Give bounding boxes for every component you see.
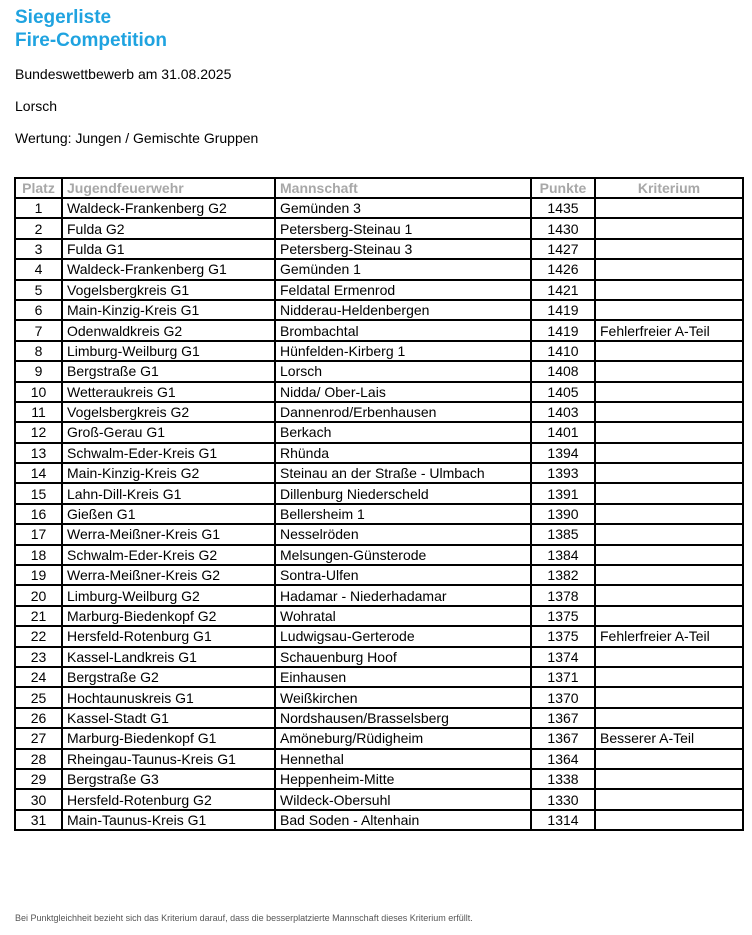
cell-mannschaft: Hennethal bbox=[275, 749, 531, 769]
cell-jugendfeuerwehr: Kassel-Landkreis G1 bbox=[62, 647, 275, 667]
table-row bbox=[15, 361, 743, 381]
table-row bbox=[15, 218, 743, 238]
cell-jugendfeuerwehr: Werra-Meißner-Kreis G1 bbox=[62, 524, 275, 544]
cell-jugendfeuerwehr: Vogelsbergkreis G2 bbox=[62, 402, 275, 422]
cell-jugendfeuerwehr: Marburg-Biedenkopf G1 bbox=[62, 728, 275, 748]
cell-mannschaft: Weißkirchen bbox=[275, 687, 531, 707]
table-row bbox=[15, 626, 743, 646]
cell-punkte: 1435 bbox=[531, 198, 595, 218]
cell-punkte: 1330 bbox=[531, 789, 595, 809]
cell-punkte: 1419 bbox=[531, 320, 595, 340]
cell-punkte: 1375 bbox=[531, 606, 595, 626]
document-title bbox=[15, 6, 167, 52]
cell-platz: 31 bbox=[15, 810, 62, 830]
cell-jugendfeuerwehr: Odenwaldkreis G2 bbox=[62, 320, 275, 340]
table-row bbox=[15, 504, 743, 524]
cell-platz: 24 bbox=[15, 667, 62, 687]
event-location: Lorsch bbox=[15, 98, 58, 114]
cell-mannschaft: Dannenrod/Erbenhausen bbox=[275, 402, 531, 422]
cell-mannschaft: Amöneburg/Rüdigheim bbox=[275, 728, 531, 748]
cell-punkte: 1421 bbox=[531, 280, 595, 300]
table-row bbox=[15, 810, 743, 830]
results-table bbox=[14, 177, 744, 831]
cell-kriterium bbox=[595, 218, 743, 238]
header-kriterium: Kriterium bbox=[595, 178, 743, 198]
cell-kriterium bbox=[595, 585, 743, 605]
cell-jugendfeuerwehr: Vogelsbergkreis G1 bbox=[62, 280, 275, 300]
cell-kriterium: Fehlerfreier A-Teil bbox=[595, 320, 743, 340]
table-row bbox=[15, 789, 743, 809]
cell-platz: 23 bbox=[15, 647, 62, 667]
cell-mannschaft: Nesselröden bbox=[275, 524, 531, 544]
table-row bbox=[15, 565, 743, 585]
cell-punkte: 1364 bbox=[531, 749, 595, 769]
cell-mannschaft: Wohratal bbox=[275, 606, 531, 626]
cell-jugendfeuerwehr: Werra-Meißner-Kreis G2 bbox=[62, 565, 275, 585]
cell-kriterium bbox=[595, 382, 743, 402]
table-row bbox=[15, 443, 743, 463]
cell-punkte: 1367 bbox=[531, 708, 595, 728]
table-row bbox=[15, 524, 743, 544]
table-row bbox=[15, 341, 743, 361]
cell-platz: 21 bbox=[15, 606, 62, 626]
cell-kriterium bbox=[595, 606, 743, 626]
table-row bbox=[15, 749, 743, 769]
cell-punkte: 1370 bbox=[531, 687, 595, 707]
table-row bbox=[15, 708, 743, 728]
cell-kriterium bbox=[595, 667, 743, 687]
cell-punkte: 1403 bbox=[531, 402, 595, 422]
cell-mannschaft: Bellersheim 1 bbox=[275, 504, 531, 524]
cell-platz: 3 bbox=[15, 239, 62, 259]
cell-kriterium bbox=[595, 504, 743, 524]
cell-jugendfeuerwehr: Main-Kinzig-Kreis G2 bbox=[62, 463, 275, 483]
cell-platz: 1 bbox=[15, 198, 62, 218]
table-row bbox=[15, 463, 743, 483]
header-punkte: Punkte bbox=[531, 178, 595, 198]
cell-jugendfeuerwehr: Waldeck-Frankenberg G1 bbox=[62, 259, 275, 279]
cell-platz: 25 bbox=[15, 687, 62, 707]
cell-mannschaft: Feldatal Ermenrod bbox=[275, 280, 531, 300]
cell-jugendfeuerwehr: Rheingau-Taunus-Kreis G1 bbox=[62, 749, 275, 769]
cell-mannschaft: Hünfelden-Kirberg 1 bbox=[275, 341, 531, 361]
cell-kriterium bbox=[595, 341, 743, 361]
cell-punkte: 1410 bbox=[531, 341, 595, 361]
cell-platz: 5 bbox=[15, 280, 62, 300]
cell-mannschaft: Dillenburg Niederscheld bbox=[275, 483, 531, 503]
cell-platz: 28 bbox=[15, 749, 62, 769]
cell-kriterium bbox=[595, 198, 743, 218]
cell-punkte: 1391 bbox=[531, 483, 595, 503]
cell-jugendfeuerwehr: Main-Taunus-Kreis G1 bbox=[62, 810, 275, 830]
cell-mannschaft: Bad Soden - Altenhain bbox=[275, 810, 531, 830]
cell-jugendfeuerwehr: Lahn-Dill-Kreis G1 bbox=[62, 483, 275, 503]
cell-kriterium bbox=[595, 789, 743, 809]
table-row bbox=[15, 382, 743, 402]
cell-mannschaft: Lorsch bbox=[275, 361, 531, 381]
cell-punkte: 1338 bbox=[531, 769, 595, 789]
table-row bbox=[15, 320, 743, 340]
cell-kriterium bbox=[595, 687, 743, 707]
cell-platz: 26 bbox=[15, 708, 62, 728]
cell-jugendfeuerwehr: Bergstraße G3 bbox=[62, 769, 275, 789]
cell-platz: 20 bbox=[15, 585, 62, 605]
cell-mannschaft: Petersberg-Steinau 3 bbox=[275, 239, 531, 259]
cell-mannschaft: Ludwigsau-Gerterode bbox=[275, 626, 531, 646]
cell-punkte: 1314 bbox=[531, 810, 595, 830]
table-row bbox=[15, 606, 743, 626]
cell-jugendfeuerwehr: Gießen G1 bbox=[62, 504, 275, 524]
cell-mannschaft: Einhausen bbox=[275, 667, 531, 687]
cell-kriterium bbox=[595, 361, 743, 381]
title-line-2: Fire-Competition bbox=[15, 30, 167, 51]
cell-jugendfeuerwehr: Hochtaunuskreis G1 bbox=[62, 687, 275, 707]
table-row bbox=[15, 585, 743, 605]
cell-platz: 6 bbox=[15, 300, 62, 320]
cell-punkte: 1393 bbox=[531, 463, 595, 483]
cell-jugendfeuerwehr: Fulda G2 bbox=[62, 218, 275, 238]
cell-punkte: 1385 bbox=[531, 524, 595, 544]
cell-punkte: 1382 bbox=[531, 565, 595, 585]
event-date: Bundeswettbewerb am 31.08.2025 bbox=[15, 66, 232, 82]
cell-kriterium bbox=[595, 483, 743, 503]
cell-punkte: 1426 bbox=[531, 259, 595, 279]
cell-jugendfeuerwehr: Bergstraße G1 bbox=[62, 361, 275, 381]
cell-mannschaft: Nordshausen/Brasselsberg bbox=[275, 708, 531, 728]
cell-mannschaft: Wildeck-Obersuhl bbox=[275, 789, 531, 809]
table-row bbox=[15, 545, 743, 565]
cell-kriterium bbox=[595, 280, 743, 300]
cell-kriterium bbox=[595, 708, 743, 728]
cell-platz: 15 bbox=[15, 483, 62, 503]
cell-platz: 19 bbox=[15, 565, 62, 585]
table-row bbox=[15, 422, 743, 442]
cell-mannschaft: Hadamar - Niederhadamar bbox=[275, 585, 531, 605]
table-row bbox=[15, 687, 743, 707]
cell-jugendfeuerwehr: Waldeck-Frankenberg G2 bbox=[62, 198, 275, 218]
table-row bbox=[15, 483, 743, 503]
cell-jugendfeuerwehr: Hersfeld-Rotenburg G1 bbox=[62, 626, 275, 646]
table-row bbox=[15, 300, 743, 320]
table-row bbox=[15, 280, 743, 300]
cell-punkte: 1430 bbox=[531, 218, 595, 238]
table-row bbox=[15, 769, 743, 789]
cell-platz: 17 bbox=[15, 524, 62, 544]
cell-mannschaft: Steinau an der Straße - Ulmbach bbox=[275, 463, 531, 483]
cell-kriterium bbox=[595, 524, 743, 544]
cell-platz: 16 bbox=[15, 504, 62, 524]
cell-jugendfeuerwehr: Marburg-Biedenkopf G2 bbox=[62, 606, 275, 626]
cell-mannschaft: Melsungen-Günsterode bbox=[275, 545, 531, 565]
cell-mannschaft: Nidderau-Heldenbergen bbox=[275, 300, 531, 320]
cell-mannschaft: Schauenburg Hoof bbox=[275, 647, 531, 667]
cell-jugendfeuerwehr: Hersfeld-Rotenburg G2 bbox=[62, 789, 275, 809]
cell-punkte: 1390 bbox=[531, 504, 595, 524]
cell-mannschaft: Petersberg-Steinau 1 bbox=[275, 218, 531, 238]
cell-kriterium: Besserer A-Teil bbox=[595, 728, 743, 748]
table-row bbox=[15, 402, 743, 422]
cell-jugendfeuerwehr: Bergstraße G2 bbox=[62, 667, 275, 687]
results-body bbox=[15, 198, 743, 830]
cell-punkte: 1427 bbox=[531, 239, 595, 259]
cell-jugendfeuerwehr: Main-Kinzig-Kreis G1 bbox=[62, 300, 275, 320]
cell-jugendfeuerwehr: Schwalm-Eder-Kreis G1 bbox=[62, 443, 275, 463]
cell-punkte: 1401 bbox=[531, 422, 595, 442]
cell-platz: 4 bbox=[15, 259, 62, 279]
cell-mannschaft: Brombachtal bbox=[275, 320, 531, 340]
cell-punkte: 1367 bbox=[531, 728, 595, 748]
cell-kriterium bbox=[595, 545, 743, 565]
cell-platz: 12 bbox=[15, 422, 62, 442]
cell-platz: 22 bbox=[15, 626, 62, 646]
cell-mannschaft: Nidda/ Ober-Lais bbox=[275, 382, 531, 402]
cell-mannschaft: Gemünden 1 bbox=[275, 259, 531, 279]
cell-platz: 14 bbox=[15, 463, 62, 483]
cell-punkte: 1375 bbox=[531, 626, 595, 646]
header-mannschaft: Mannschaft bbox=[275, 178, 531, 198]
cell-kriterium bbox=[595, 749, 743, 769]
cell-mannschaft: Sontra-Ulfen bbox=[275, 565, 531, 585]
cell-platz: 13 bbox=[15, 443, 62, 463]
cell-punkte: 1419 bbox=[531, 300, 595, 320]
cell-jugendfeuerwehr: Wetteraukreis G1 bbox=[62, 382, 275, 402]
cell-platz: 7 bbox=[15, 320, 62, 340]
cell-kriterium bbox=[595, 300, 743, 320]
table-header-row bbox=[15, 178, 743, 198]
cell-mannschaft: Heppenheim-Mitte bbox=[275, 769, 531, 789]
cell-platz: 8 bbox=[15, 341, 62, 361]
table-row bbox=[15, 198, 743, 218]
cell-kriterium: Fehlerfreier A-Teil bbox=[595, 626, 743, 646]
cell-jugendfeuerwehr: Schwalm-Eder-Kreis G2 bbox=[62, 545, 275, 565]
cell-kriterium bbox=[595, 565, 743, 585]
cell-jugendfeuerwehr: Kassel-Stadt G1 bbox=[62, 708, 275, 728]
table-row bbox=[15, 647, 743, 667]
cell-punkte: 1384 bbox=[531, 545, 595, 565]
table-row bbox=[15, 259, 743, 279]
cell-platz: 30 bbox=[15, 789, 62, 809]
cell-punkte: 1408 bbox=[531, 361, 595, 381]
cell-punkte: 1371 bbox=[531, 667, 595, 687]
cell-mannschaft: Rhünda bbox=[275, 443, 531, 463]
title-line-1: Siegerliste bbox=[15, 7, 112, 28]
cell-kriterium bbox=[595, 422, 743, 442]
cell-kriterium bbox=[595, 259, 743, 279]
scoring-category: Wertung: Jungen / Gemischte Gruppen bbox=[15, 130, 259, 146]
header-jugendfeuerwehr: Jugendfeuerwehr bbox=[62, 178, 275, 198]
cell-platz: 18 bbox=[15, 545, 62, 565]
cell-jugendfeuerwehr: Limburg-Weilburg G1 bbox=[62, 341, 275, 361]
footnote: Bei Punktgleichheit bezieht sich das Kriterium darauf, dass die besserplatzierte Mannschaft dieses Kriterium erfüllt. bbox=[15, 913, 473, 923]
table-row bbox=[15, 667, 743, 687]
cell-mannschaft: Berkach bbox=[275, 422, 531, 442]
cell-platz: 29 bbox=[15, 769, 62, 789]
cell-platz: 11 bbox=[15, 402, 62, 422]
table-row bbox=[15, 239, 743, 259]
cell-kriterium bbox=[595, 769, 743, 789]
cell-punkte: 1394 bbox=[531, 443, 595, 463]
cell-kriterium bbox=[595, 810, 743, 830]
cell-punkte: 1405 bbox=[531, 382, 595, 402]
cell-punkte: 1374 bbox=[531, 647, 595, 667]
cell-kriterium bbox=[595, 647, 743, 667]
cell-jugendfeuerwehr: Fulda G1 bbox=[62, 239, 275, 259]
cell-punkte: 1378 bbox=[531, 585, 595, 605]
cell-kriterium bbox=[595, 239, 743, 259]
cell-kriterium bbox=[595, 402, 743, 422]
cell-platz: 2 bbox=[15, 218, 62, 238]
header-platz: Platz bbox=[15, 178, 62, 198]
cell-kriterium bbox=[595, 463, 743, 483]
cell-jugendfeuerwehr: Groß-Gerau G1 bbox=[62, 422, 275, 442]
cell-kriterium bbox=[595, 443, 743, 463]
cell-mannschaft: Gemünden 3 bbox=[275, 198, 531, 218]
cell-platz: 9 bbox=[15, 361, 62, 381]
cell-platz: 10 bbox=[15, 382, 62, 402]
cell-platz: 27 bbox=[15, 728, 62, 748]
cell-jugendfeuerwehr: Limburg-Weilburg G2 bbox=[62, 585, 275, 605]
table-row bbox=[15, 728, 743, 748]
